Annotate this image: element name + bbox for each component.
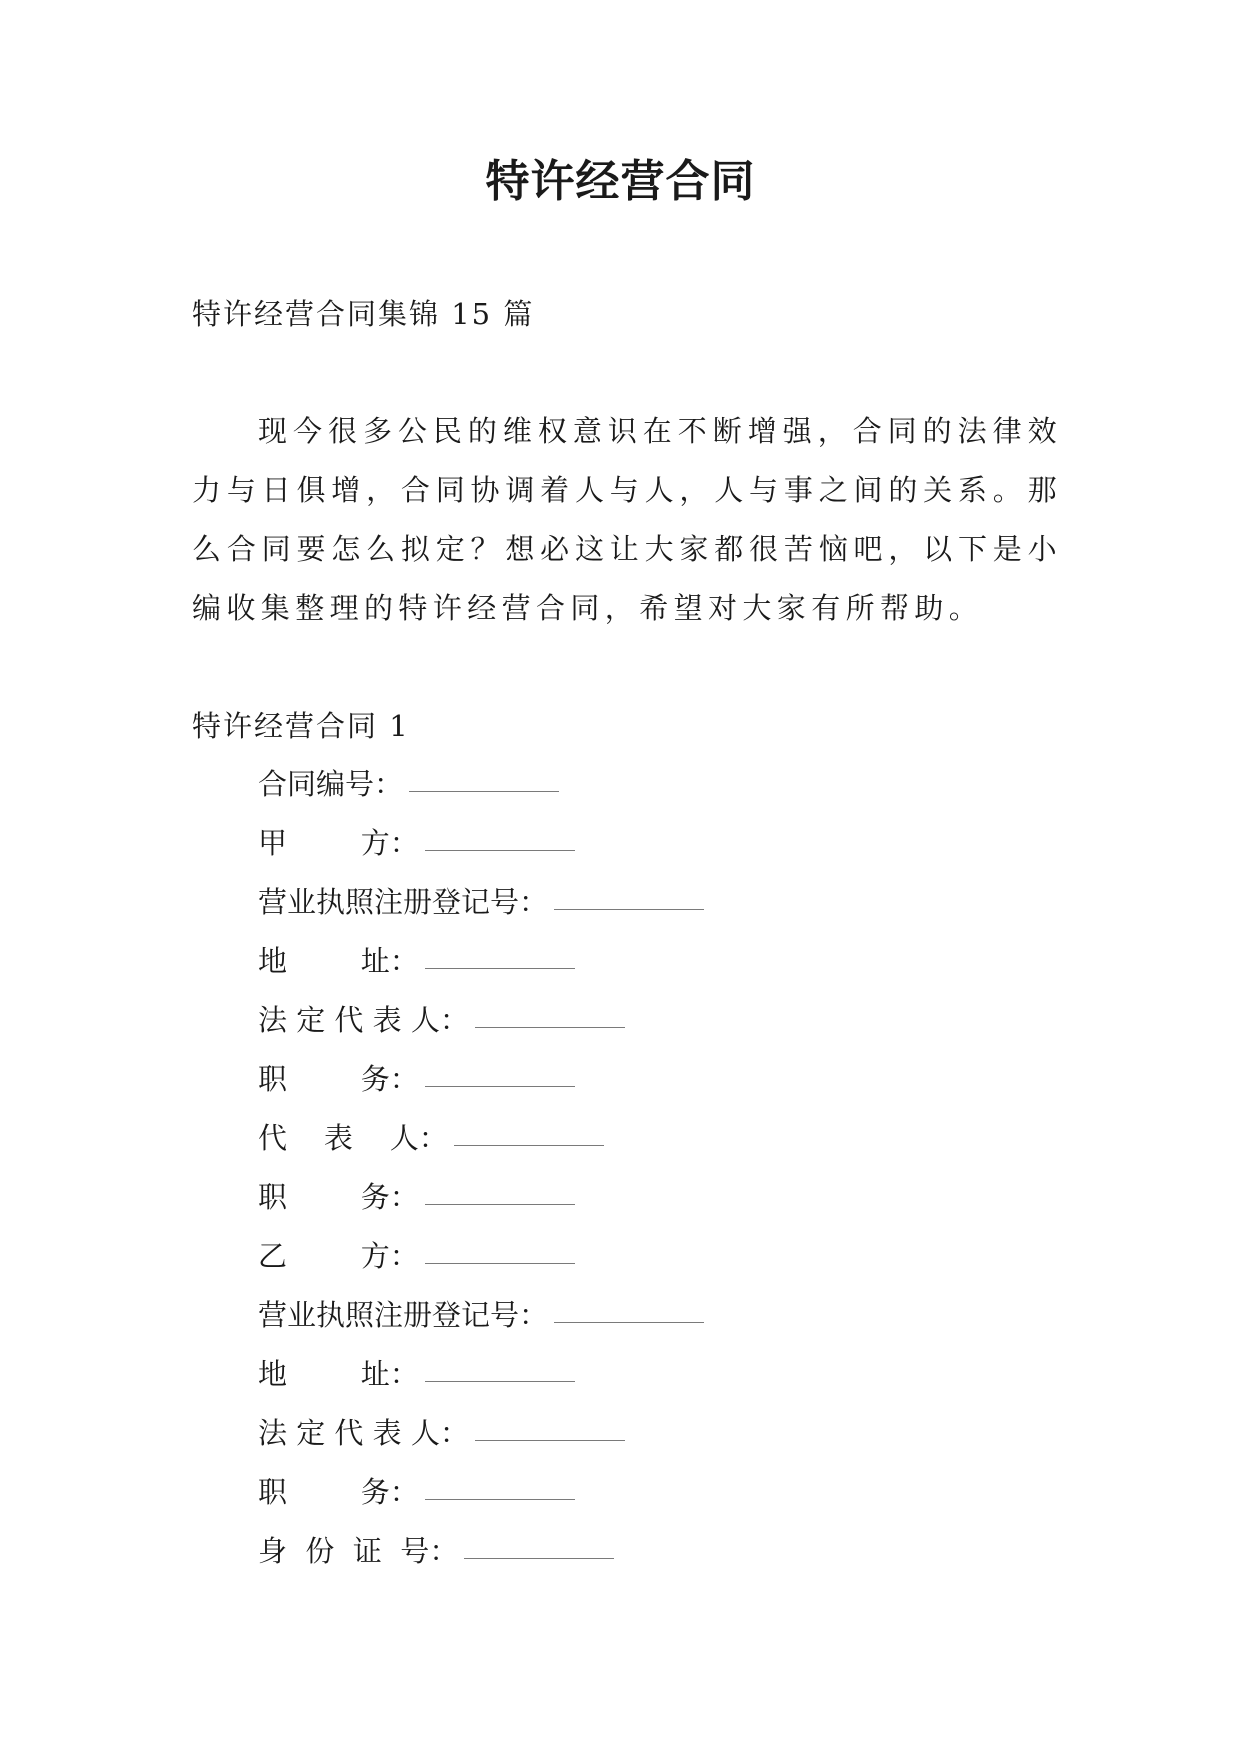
field-blank-line[interactable] (425, 1057, 575, 1087)
field-colon: ： (439, 1416, 469, 1450)
field-party-a-representative-position (258, 1175, 704, 1234)
field-colon: ： (429, 1534, 459, 1568)
field-party-a-license (258, 880, 704, 939)
field-party-b (258, 1234, 704, 1293)
field-party-b-id-number (258, 1529, 704, 1588)
field-blank-line[interactable] (464, 1529, 614, 1559)
field-label: 甲 方 (258, 826, 390, 860)
field-blank-line[interactable] (425, 939, 575, 969)
field-label: 地 址 (258, 944, 390, 978)
field-label: 身 份 证 号 (258, 1534, 430, 1568)
field-label: 营业执照注册登记号 (258, 1298, 520, 1332)
field-colon: ： (389, 1062, 419, 1096)
field-blank-line[interactable] (425, 1352, 575, 1382)
field-party-a-address (258, 939, 704, 998)
field-label: 法 定 代 表 人 (258, 1416, 440, 1450)
document-title: 特许经营合同 (485, 156, 756, 207)
field-colon: ： (389, 1475, 419, 1509)
field-contract-number (258, 762, 704, 821)
field-label: 乙 方 (258, 1239, 390, 1273)
field-party-b-legal-rep (258, 1411, 704, 1470)
field-party-a-legal-rep (258, 998, 704, 1057)
document-subtitle: 特许经营合同集锦 15 篇 (192, 297, 535, 331)
field-blank-line[interactable] (425, 1175, 575, 1205)
field-colon: ： (519, 885, 549, 919)
field-label: 地 址 (258, 1357, 390, 1391)
field-blank-line[interactable] (475, 1411, 625, 1441)
field-colon: ： (389, 1180, 419, 1214)
field-colon: ： (418, 1121, 448, 1155)
field-colon: ： (389, 1239, 419, 1273)
field-label: 职 务 (258, 1475, 390, 1509)
field-colon: ： (389, 826, 419, 860)
field-colon: ： (389, 944, 419, 978)
field-label: 职 务 (258, 1062, 390, 1096)
field-blank-line[interactable] (425, 821, 575, 851)
contract-fields-list (258, 762, 704, 1588)
field-party-a-representative (258, 1116, 704, 1175)
field-label: 代 表 人 (258, 1121, 419, 1155)
field-party-a-legal-rep-position (258, 1057, 704, 1116)
field-label: 合同编号 (258, 767, 375, 801)
intro-paragraph: 现今很多公民的维权意识在不断增强，合同的法律效力与日俱增，合同协调着人与人，人与事之间的关系。那么合同要怎么拟定？想必这让大家都很苦恼吧，以下是小编收集整理的特许经营合同，希望对大家有所帮助。 (192, 414, 1062, 625)
field-colon: ： (374, 767, 404, 801)
field-party-b-address (258, 1352, 704, 1411)
field-blank-line[interactable] (425, 1470, 575, 1500)
field-label: 职 务 (258, 1180, 390, 1214)
field-party-b-license (258, 1293, 704, 1352)
field-colon: ： (519, 1298, 549, 1332)
field-colon: ： (439, 1003, 469, 1037)
field-blank-line[interactable] (425, 1234, 575, 1264)
field-party-a (258, 821, 704, 880)
field-label: 法 定 代 表 人 (258, 1003, 440, 1037)
field-blank-line[interactable] (475, 998, 625, 1028)
field-colon: ： (389, 1357, 419, 1391)
field-blank-line[interactable] (554, 1293, 704, 1323)
field-blank-line[interactable] (409, 762, 559, 792)
field-label: 营业执照注册登记号 (258, 885, 520, 919)
field-party-b-position (258, 1470, 704, 1529)
field-blank-line[interactable] (454, 1116, 604, 1146)
section-title: 特许经营合同 1 (192, 709, 410, 743)
field-blank-line[interactable] (554, 880, 704, 910)
